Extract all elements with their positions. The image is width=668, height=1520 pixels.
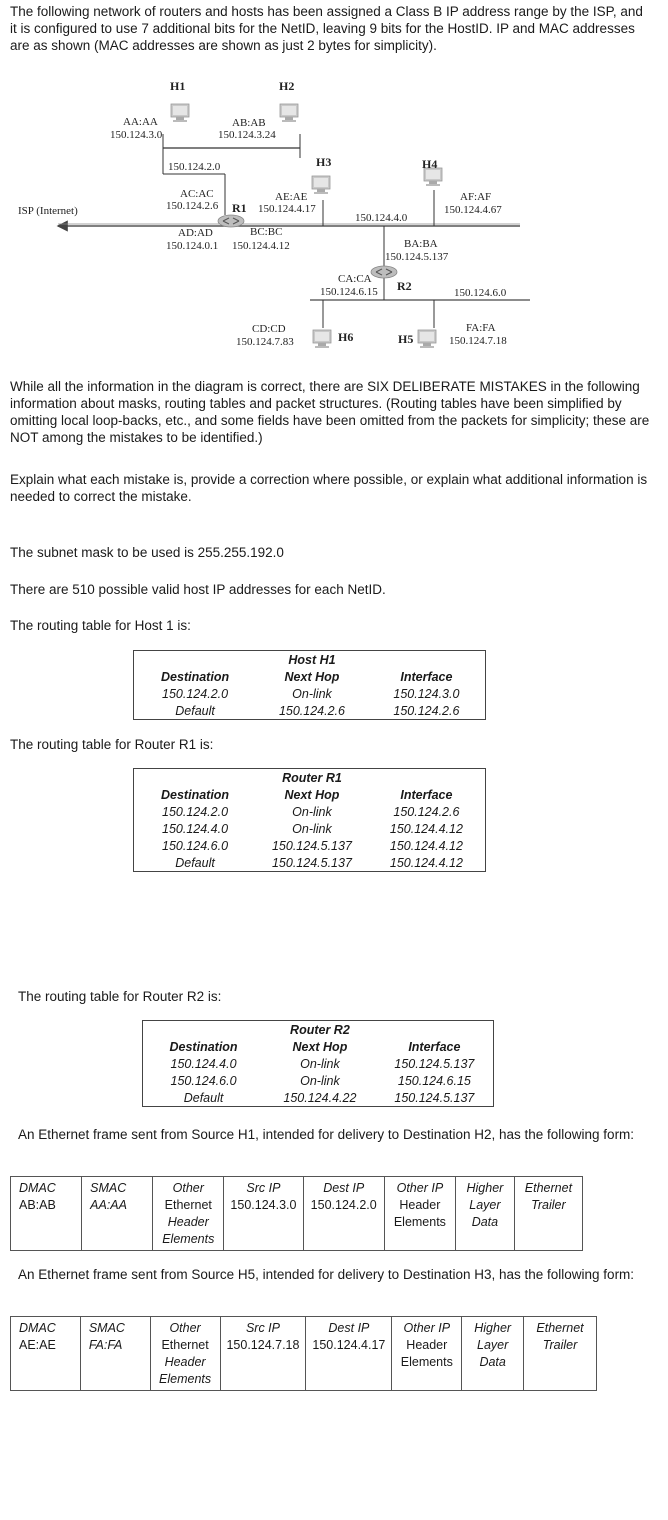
text-line: Trailer xyxy=(542,1338,578,1352)
h3-name: H3 xyxy=(316,155,332,169)
h5-ip: 150.124.7.18 xyxy=(449,335,507,347)
cell: 150.124.5.137 xyxy=(394,1056,475,1071)
text-line: Layer xyxy=(477,1338,509,1352)
r1-ac-mac: AC:AC xyxy=(180,188,214,200)
rt-h1-col-nexthop: Next Hop xyxy=(284,669,340,684)
h6-mac: CD:CD xyxy=(252,323,286,335)
rt-h1-col-destination: Destination xyxy=(161,669,230,684)
rt-h1-col-interface: Interface xyxy=(400,669,453,684)
h2-ip: 150.124.3.24 xyxy=(218,129,276,141)
cell: On-link xyxy=(300,1056,340,1071)
text-line: Trailer xyxy=(531,1198,566,1212)
frame2-smac-cell xyxy=(80,1317,150,1391)
router-r1-icon xyxy=(218,215,244,227)
frame1-dmac-cell xyxy=(11,1177,82,1251)
host-h5-icon xyxy=(418,330,436,348)
cell: Default xyxy=(175,703,215,718)
h4-mac: AF:AF xyxy=(460,191,492,203)
text-line: Other IP xyxy=(396,1181,444,1195)
frame1-intro: An Ethernet frame sent from Source H1, intended for delivery to Destination H2, has the following form: xyxy=(18,1127,635,1142)
rt-r2-col-nexthop: Next Hop xyxy=(292,1039,348,1054)
text-line: Other IP xyxy=(403,1321,451,1335)
host-h6-icon xyxy=(313,330,331,348)
table-row xyxy=(134,803,486,820)
r1-ad-ip: 150.124.0.1 xyxy=(166,240,219,252)
ethernet-frame-h5-h3 xyxy=(10,1316,597,1391)
frame2-other-eth-cell xyxy=(150,1317,220,1391)
frame2-dmac-label: DMAC xyxy=(19,1321,56,1335)
cell: On-link xyxy=(292,821,332,836)
frame2-smac-value: FA:FA xyxy=(88,1338,123,1352)
cell: On-link xyxy=(292,804,332,819)
text-line: Data xyxy=(479,1355,506,1369)
host-h2-icon xyxy=(280,104,298,122)
frame2-src-cell xyxy=(220,1317,306,1391)
cell: 150.124.4.12 xyxy=(389,838,463,853)
cell: On-link xyxy=(300,1073,340,1088)
mistakes-statement: While all the information in the diagram is correct, there are SIX DELIBERATE MISTAKES in the following information about masks, routing tables and packet structures. (Routing tables have been simplified by omitting local loop-backs, etc., and some fields have been omitted from the packets for simplicity; these are NOT among the mistakes to be identified.) xyxy=(10,379,650,445)
cell: Default xyxy=(175,855,215,870)
cell: 150.124.3.0 xyxy=(393,686,460,701)
cell: On-link xyxy=(292,686,332,701)
text-line: Elements xyxy=(159,1372,212,1386)
frame2-dst-cell xyxy=(306,1317,392,1391)
frame1-dst-label: Dest IP xyxy=(323,1181,365,1195)
r1-bc-mac: BC:BC xyxy=(250,226,283,238)
frame1-src-label: Src IP xyxy=(246,1181,281,1195)
rt-r2-title: Router R2 xyxy=(290,1022,350,1037)
text-line: Header xyxy=(164,1355,206,1369)
routing-table-h1 xyxy=(133,650,486,720)
h6-ip: 150.124.7.83 xyxy=(236,336,294,348)
rt-r2-col-interface: Interface xyxy=(408,1039,461,1054)
h5-name: H5 xyxy=(398,332,414,346)
instruction-paragraph: Explain what each mistake is, provide a correction where possible, or explain what additional information is needed to correct the mistake. xyxy=(10,472,648,504)
h1-ip: 150.124.3.0 xyxy=(110,129,163,141)
net-2-label: 150.124.2.0 xyxy=(168,161,221,173)
text-line: Ethernet xyxy=(164,1198,212,1212)
cell: 150.124.6.0 xyxy=(162,838,229,853)
r2-ca-ip: 150.124.6.15 xyxy=(320,286,378,298)
frame1-smac-cell xyxy=(82,1177,153,1251)
text-line: Higher xyxy=(466,1181,504,1195)
cell: 150.124.5.137 xyxy=(394,1090,475,1105)
rt-r1-col-interface: Interface xyxy=(400,787,453,802)
cell: 150.124.4.0 xyxy=(162,821,229,836)
rt-h1-title: Host H1 xyxy=(288,652,336,667)
frame2-dmac-value: AE:AE xyxy=(19,1338,56,1352)
r2-ba-mac: BA:BA xyxy=(404,238,438,250)
frame2-trailer-cell xyxy=(524,1317,597,1391)
h3-mac: AE:AE xyxy=(275,191,308,203)
cell: 150.124.2.6 xyxy=(278,703,345,718)
cell: 150.124.4.12 xyxy=(389,855,463,870)
text-line: Elements xyxy=(400,1355,453,1369)
isp-label: ISP (Internet) xyxy=(18,205,78,217)
frame1-src-cell xyxy=(224,1177,303,1251)
text-line: Other xyxy=(172,1181,204,1195)
rt-r1-col-nexthop: Next Hop xyxy=(284,787,340,802)
text-line: Header xyxy=(167,1215,209,1229)
h4-ip: 150.124.4.67 xyxy=(444,204,502,216)
frame2-dmac-cell xyxy=(11,1317,81,1391)
frame2-smac-label: SMAC xyxy=(88,1321,125,1335)
r1-bc-ip: 150.124.4.12 xyxy=(232,240,290,252)
text-line: Header xyxy=(406,1338,448,1352)
rt-r1-intro: The routing table for Router R1 is: xyxy=(10,737,214,752)
routing-table-r1 xyxy=(133,768,486,872)
h2-mac: AB:AB xyxy=(232,117,266,129)
table-row xyxy=(134,685,486,702)
frame1-dmac-label: DMAC xyxy=(19,1181,56,1195)
table-row xyxy=(143,1055,494,1072)
h3-ip: 150.124.4.17 xyxy=(258,203,316,215)
frame1-dst-value: 150.124.2.0 xyxy=(310,1198,377,1212)
h1-name: H1 xyxy=(170,79,186,93)
h4-name: H4 xyxy=(422,157,438,171)
rt-r2-col-destination: Destination xyxy=(169,1039,238,1054)
frame1-other-eth-cell xyxy=(153,1177,224,1251)
subnet-mask-line: The subnet mask to be used is 255.255.192.0 xyxy=(10,545,284,560)
frame2-higher-cell xyxy=(462,1317,524,1391)
r2-name: R2 xyxy=(397,279,412,293)
frame1-smac-value: AA:AA xyxy=(90,1198,127,1212)
text-line: Elements xyxy=(393,1215,446,1229)
r1-name: R1 xyxy=(232,201,247,215)
text-line: Ethernet xyxy=(161,1338,209,1352)
frame2-intro: An Ethernet frame sent from Source H5, intended for delivery to Destination H3, has the following form: xyxy=(18,1267,635,1282)
table-row xyxy=(143,1089,494,1107)
intro-paragraph: The following network of routers and hosts has been assigned a Class B IP address range by the ISP, and it is configured to use 7 additional bits for the NetID, leaving 9 bits for the HostID. IP and MAC addresses are as shown (MAC addresses are shown as just 2 bytes for simplicity). xyxy=(10,4,643,53)
frame2-dst-value: 150.124.4.17 xyxy=(312,1338,386,1352)
cell: 150.124.4.12 xyxy=(389,821,463,836)
cell: 150.124.4.0 xyxy=(170,1056,237,1071)
frame1-trailer-cell xyxy=(514,1177,582,1251)
h5-mac: FA:FA xyxy=(466,322,496,334)
text-line: Header xyxy=(399,1198,441,1212)
r2-ba-ip: 150.124.5.137 xyxy=(385,251,449,263)
rt-h1-intro: The routing table for Host 1 is: xyxy=(10,618,191,633)
text-line: Elements xyxy=(162,1232,215,1246)
h1-mac: AA:AA xyxy=(123,116,158,128)
cell: Default xyxy=(183,1090,224,1105)
table-row xyxy=(134,837,486,854)
table-row xyxy=(134,820,486,837)
ethernet-frame-h1-h2 xyxy=(10,1176,583,1251)
r1-ac-ip: 150.124.2.6 xyxy=(166,200,219,212)
network-diagram xyxy=(0,70,668,370)
frame1-higher-cell xyxy=(455,1177,514,1251)
cell: 150.124.2.6 xyxy=(393,804,460,819)
text-line: Data xyxy=(471,1215,499,1229)
table-row xyxy=(134,702,486,720)
h2-name: H2 xyxy=(279,79,295,93)
rt-r1-title: Router R1 xyxy=(282,770,342,785)
r1-ad-mac: AD:AD xyxy=(178,227,213,239)
text-line: Ethernet xyxy=(536,1321,584,1335)
frame1-other-ip-cell xyxy=(384,1177,455,1251)
frame2-src-label: Src IP xyxy=(245,1321,280,1335)
text-line: Higher xyxy=(474,1321,512,1335)
host-count-line: There are 510 possible valid host IP addresses for each NetID. xyxy=(10,582,386,597)
frame2-src-value: 150.124.7.18 xyxy=(226,1338,300,1352)
cell: 150.124.5.137 xyxy=(271,838,352,853)
frame2-dst-label: Dest IP xyxy=(328,1321,370,1335)
host-h1-icon xyxy=(171,104,189,122)
text-line: Other xyxy=(169,1321,201,1335)
table-row xyxy=(143,1072,494,1089)
cell: 150.124.2.0 xyxy=(162,804,229,819)
frame1-dst-cell xyxy=(303,1177,384,1251)
router-r2-icon xyxy=(371,266,397,278)
frame1-src-value: 150.124.3.0 xyxy=(230,1198,297,1212)
routing-table-r2 xyxy=(142,1020,494,1107)
net-6-label: 150.124.6.0 xyxy=(454,287,507,299)
r2-ca-mac: CA:CA xyxy=(338,273,372,285)
text-line: Ethernet xyxy=(524,1181,573,1195)
cell: 150.124.6.15 xyxy=(397,1073,471,1088)
table-row xyxy=(134,854,486,872)
net-4-label: 150.124.4.0 xyxy=(355,212,408,224)
frame1-smac-label: SMAC xyxy=(90,1181,127,1195)
h6-name: H6 xyxy=(338,330,354,344)
text-line: Layer xyxy=(469,1198,501,1212)
cell: 150.124.4.22 xyxy=(283,1090,357,1105)
frame1-dmac-value: AB:AB xyxy=(19,1198,56,1212)
cell: 150.124.2.6 xyxy=(393,703,460,718)
frame2-other-ip-cell xyxy=(392,1317,462,1391)
host-h3-icon xyxy=(312,176,330,194)
rt-r1-col-destination: Destination xyxy=(161,787,230,802)
cell: 150.124.2.0 xyxy=(162,686,229,701)
rt-r2-intro: The routing table for Router R2 is: xyxy=(18,989,222,1004)
cell: 150.124.6.0 xyxy=(170,1073,237,1088)
cell: 150.124.5.137 xyxy=(271,855,352,870)
